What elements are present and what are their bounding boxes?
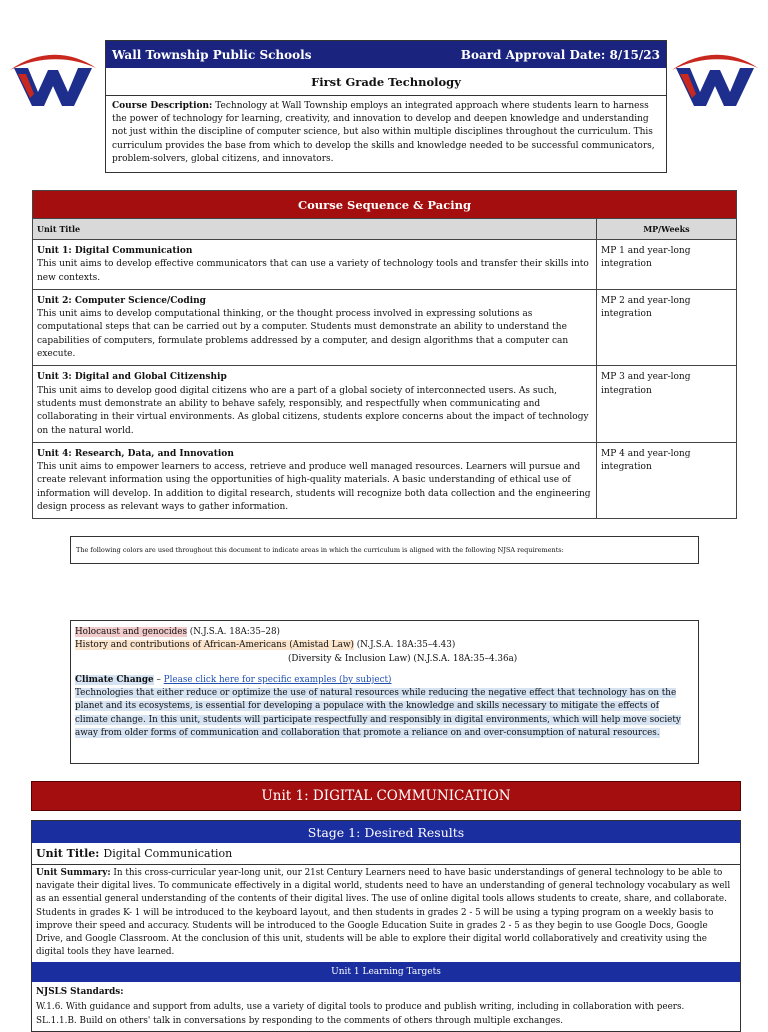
unit-cell: [33, 240, 597, 290]
climate-text: [75, 687, 694, 740]
unit1-banner: Unit 1: DIGITAL COMMUNICATION: [31, 781, 741, 811]
holocaust-ref: (N.J.S.A. 18A:35–28): [187, 627, 280, 637]
table-row: [33, 289, 737, 365]
unit-title-value: Digital Communication: [103, 847, 233, 860]
unit-summary-label: Unit Summary:: [36, 868, 111, 878]
learning-targets-heading: Unit 1 Learning Targets: [32, 962, 740, 982]
standard-item: W.1.6. With guidance and support from adults, use a variety of digital tools to produce and publish writing, including in collaboration with peers.: [36, 1001, 685, 1012]
legend-climate: [75, 674, 694, 687]
course-title: First Grade Technology: [106, 68, 666, 96]
amistad-label: History and contributions of African-Americans (Amistad Law): [75, 640, 354, 651]
standards-label: NJSLS Standards:: [36, 987, 124, 998]
climate-examples-link[interactable]: Please click here for specific examples (by subject): [163, 674, 392, 685]
mp-cell: MP 4 and year-long integration: [597, 442, 737, 518]
unit-title: Unit 2: Computer Science/Coding: [37, 295, 206, 306]
njsa-legend: [70, 620, 699, 764]
amistad-ref: (N.J.S.A. 18A:35–4.43): [353, 640, 456, 651]
col-unit-title: Unit Title: [33, 219, 597, 240]
colors-note: The following colors are used throughout this document to indicate areas in which the curriculum is aligned with the following NJSA requirements:: [70, 536, 699, 564]
table-row: [33, 240, 737, 290]
unit-cell: [33, 289, 597, 365]
unit-summary: [32, 865, 740, 962]
district-name: Wall Township Public Schools: [112, 47, 312, 62]
unit-title-row: [32, 843, 740, 865]
unit-cell: [33, 366, 597, 442]
unit-text: This unit aims to develop effective communicators that can use a variety of technology tools and transfer their skills into new contexts.: [37, 259, 589, 283]
course-description-label: Course Description:: [112, 101, 213, 111]
climate-description: Technologies that either reduce or optimize the use of natural resources while reducing the negative effect that technology has on the planet and its ecosystems, is essential for developing a populace with the knowledge and skills necessary to mitigate the effects of climate change. In this unit, students will participate respectfully and responsibly in digital environments, which will help move society away from older forms of communication and collaboration that promote a reliance on and over-consumption of natural resources.: [75, 688, 681, 739]
col-mp-weeks: MP/Weeks: [597, 219, 737, 240]
stage1-section: [31, 820, 741, 1032]
legend-holocaust: [75, 626, 694, 639]
course-description-text: Technology at Wall Township employs an integrated approach where students learn to harness the power of technology for learning, creativity, and innovation to develop and deepen knowledge and understanding not just within the discipline of computer science, but also within multiple disciplines throughout the curriculum. This curriculum provides the base from which to develop the skills and knowledge needed to be successful communicators, problem-solvers, global citizens, and innovators.: [112, 101, 655, 164]
course-sequence-table: [32, 190, 737, 519]
table-row: [33, 366, 737, 442]
district-logo-right: [670, 48, 760, 108]
mp-cell: MP 1 and year-long integration: [597, 240, 737, 290]
header-bar: [106, 41, 666, 68]
stage1-heading: Stage 1: Desired Results: [32, 821, 740, 843]
legend-diversity: (Diversity & Inclusion Law) (N.J.S.A. 18A:35–4.36a): [288, 653, 518, 664]
unit-title: Unit 3: Digital and Global Citizenship: [37, 372, 227, 383]
logo-swoosh: [10, 55, 96, 70]
unit-summary-text: In this cross-curricular year-long unit, our 21st Century Learners need to have basic understandings of general technology to be able to navigate their digital lives. To communicate effectively in a digital world, students need to have an understanding of general technology vocabulary as well as an essential general understanding of the contents of their digital lives. The use of online digital tools allows students to create, share, and collaborate. Students in grades K- 1 will be introduced to the keyboard layout, and then students in grades 2 - 5 will be using a typing program on a weekly basis to improve their speed and accuracy. Students will be introduced to the Google Education Suite in grades 2 - 5 as they begin to use Google Docs, Google Drive, and Google Classroom. At the conclusion of this unit, students will be able to explore their digital world collaboratively and creativity using the digital tools they have learned.: [36, 868, 731, 958]
unit-cell: [33, 442, 597, 518]
mp-cell: MP 3 and year-long integration: [597, 366, 737, 442]
approval-date: Board Approval Date: 8/15/23: [460, 47, 660, 62]
table-row: [33, 442, 737, 518]
course-description: [106, 96, 666, 172]
course-header: [105, 40, 667, 173]
standard-item: SL.1.1.B. Build on others' talk in conversations by responding to the comments of others through multiple exchanges.: [36, 1016, 564, 1027]
unit-title-label: Unit Title:: [36, 847, 100, 860]
holocaust-label: Holocaust and genocides: [75, 627, 187, 637]
unit-text: This unit aims to develop computational thinking, or the thought process involved in expressing solutions as computational steps that can be carried out by a computer. Students must demonstrate an ability to understand the capabilities of computers, formulate problems addressed by a computer, and design algorithms that a computer can execute.: [37, 309, 569, 360]
mp-cell: MP 2 and year-long integration: [597, 289, 737, 365]
unit-title: Unit 1: Digital Communication: [37, 246, 193, 256]
unit-text: This unit aims to empower learners to access, retrieve and produce well managed resources. Learners will pursue and create relevant information using the opportunities of high-quality materials. A basic understanding of ethical use of information will develop. In addition to digital research, students will recognize both data collection and the engineering design process as relevant ways to gather information.: [37, 462, 591, 513]
district-logo-left: [8, 48, 98, 108]
sequence-title: Course Sequence & Pacing: [33, 191, 737, 219]
unit-text: This unit aims to develop good digital citizens who are a part of a global society of interconnected users. As such, students must demonstrate an ability to behave safely, responsibly, and respectfully when communicating and collaborating in their virtual environments. As global citizens, students explore concerns about the impact of technology on the natural world.: [37, 385, 589, 436]
climate-label: Climate Change: [75, 674, 154, 685]
unit-title: Unit 4: Research, Data, and Innovation: [37, 448, 234, 459]
legend-amistad: [75, 639, 694, 652]
climate-sep: –: [153, 674, 164, 685]
